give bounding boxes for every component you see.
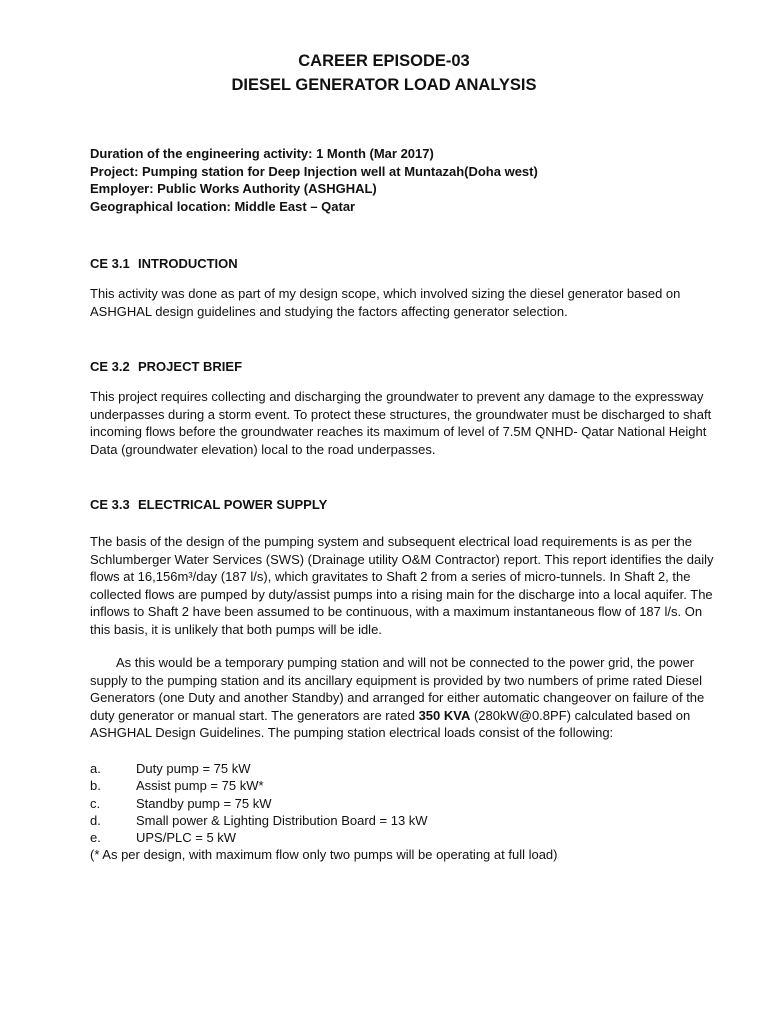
intro-paragraph xyxy=(90,285,710,320)
paragraph-line: inflows to Shaft 2 have been assumed to be continuous, with a maximum instantaneous flow of 187 l/s. On xyxy=(90,604,703,619)
meta-employer: Employer: Public Works Authority (ASHGHAL) xyxy=(90,181,377,196)
heading-number: CE 3.1 xyxy=(90,256,130,271)
project-meta xyxy=(90,145,710,215)
paragraph-line: ASHGHAL design guidelines and studying the factors affecting generator selection. xyxy=(90,303,568,319)
list-marker: a. xyxy=(90,761,101,776)
list-marker: d. xyxy=(90,812,101,828)
list-text: Standby pump = 75 kW xyxy=(136,795,272,811)
list-text: UPS/PLC = 5 kW xyxy=(136,830,237,846)
title-line-2: DIESEL GENERATOR LOAD ANALYSIS xyxy=(231,76,537,94)
heading-title: PROJECT BRIEF xyxy=(138,359,243,374)
brief-paragraph xyxy=(90,388,710,458)
load-list xyxy=(90,760,558,864)
footnote: (* As per design, with maximum flow only two pumps will be operating at full load) xyxy=(90,847,558,863)
heading-project-brief xyxy=(90,359,242,374)
list-marker: c. xyxy=(90,795,101,811)
list-item xyxy=(90,829,558,846)
paragraph-line: This project requires collecting and discharging the groundwater to prevent any damage to the expressway xyxy=(90,389,704,404)
rating-rest-text: (280kW@0.8PF) calculated based on xyxy=(470,707,691,723)
heading-electrical-power-supply xyxy=(90,497,327,512)
paragraph-line: incoming flows before the groundwater reaches its maximum of level of 7.5M QNHD- Qatar National Height xyxy=(90,424,707,439)
paragraph-line: underpasses during a storm event. To protect these structures, the groundwater must be discharged to shaft xyxy=(90,406,712,422)
paragraph-line: this basis, it is unlikely that both pumps will be idle. xyxy=(90,621,382,637)
paragraph-line: This activity was done as part of my design scope, which involved sizing the diesel generator based on xyxy=(90,286,681,301)
list-text: Assist pump = 75 kW* xyxy=(136,778,264,794)
list-text: Duty pump = 75 kW xyxy=(136,761,251,776)
heading-title: INTRODUCTION xyxy=(138,256,238,271)
paragraph-line: As this would be a temporary pumping station and will not be connected to the power grid, the power xyxy=(116,655,695,670)
list-marker: e. xyxy=(90,830,101,846)
paragraph-line: The basis of the design of the pumping system and subsequent electrical load requirements is as per the xyxy=(90,534,692,549)
power-paragraph-1 xyxy=(90,533,714,638)
power-paragraph-2 xyxy=(90,654,710,742)
paragraph-line: flows at 16,156m³/day (187 l/s), which gravitates to Shaft 2 from a series of micro-tunnels. In Shaft 2, the xyxy=(90,569,691,584)
list-item xyxy=(90,777,558,794)
list-item xyxy=(90,795,558,812)
paragraph-line: Data (groundwater elevation) local to the road underpasses. xyxy=(90,441,436,457)
rating-lead-text: duty generator or manual start. The generators are rated xyxy=(90,707,419,723)
paragraph-line xyxy=(90,707,710,725)
generator-rating: 350 KVA xyxy=(418,707,471,723)
paragraph-line: supply to the pumping station and its ancillary equipment is provided by two numbers of prime rated Diesel xyxy=(90,672,703,688)
paragraph-line: Schlumberger Water Services (SWS) (Drainage utility O&M Contractor) report. This report identifies the daily xyxy=(90,551,714,567)
list-item xyxy=(90,812,558,829)
paragraph-line: Generators (one Duty and another Standby) and arranged for either automatic changeover on failure of the xyxy=(90,690,705,705)
list-marker: b. xyxy=(90,778,101,794)
title-line-1: CAREER EPISODE-03 xyxy=(298,52,470,70)
list-text: Small power & Lighting Distribution Board = 13 kW xyxy=(136,812,428,828)
heading-title: ELECTRICAL POWER SUPPLY xyxy=(138,497,328,512)
meta-duration: Duration of the engineering activity: 1 Month (Mar 2017) xyxy=(90,146,434,161)
meta-project: Project: Pumping station for Deep Injection well at Muntazah(Doha west) xyxy=(90,163,538,179)
list-item xyxy=(90,760,558,777)
paragraph-line: collected flows are pumped by duty/assist pumps into a rising main for the discharge into a local aquifer. The xyxy=(90,586,713,602)
heading-number: CE 3.3 xyxy=(90,497,130,512)
heading-number: CE 3.2 xyxy=(90,359,130,374)
paragraph-line: ASHGHAL Design Guidelines. The pumping station electrical loads consist of the following: xyxy=(90,725,614,740)
meta-location: Geographical location: Middle East – Qatar xyxy=(90,198,356,214)
heading-introduction xyxy=(90,256,238,271)
